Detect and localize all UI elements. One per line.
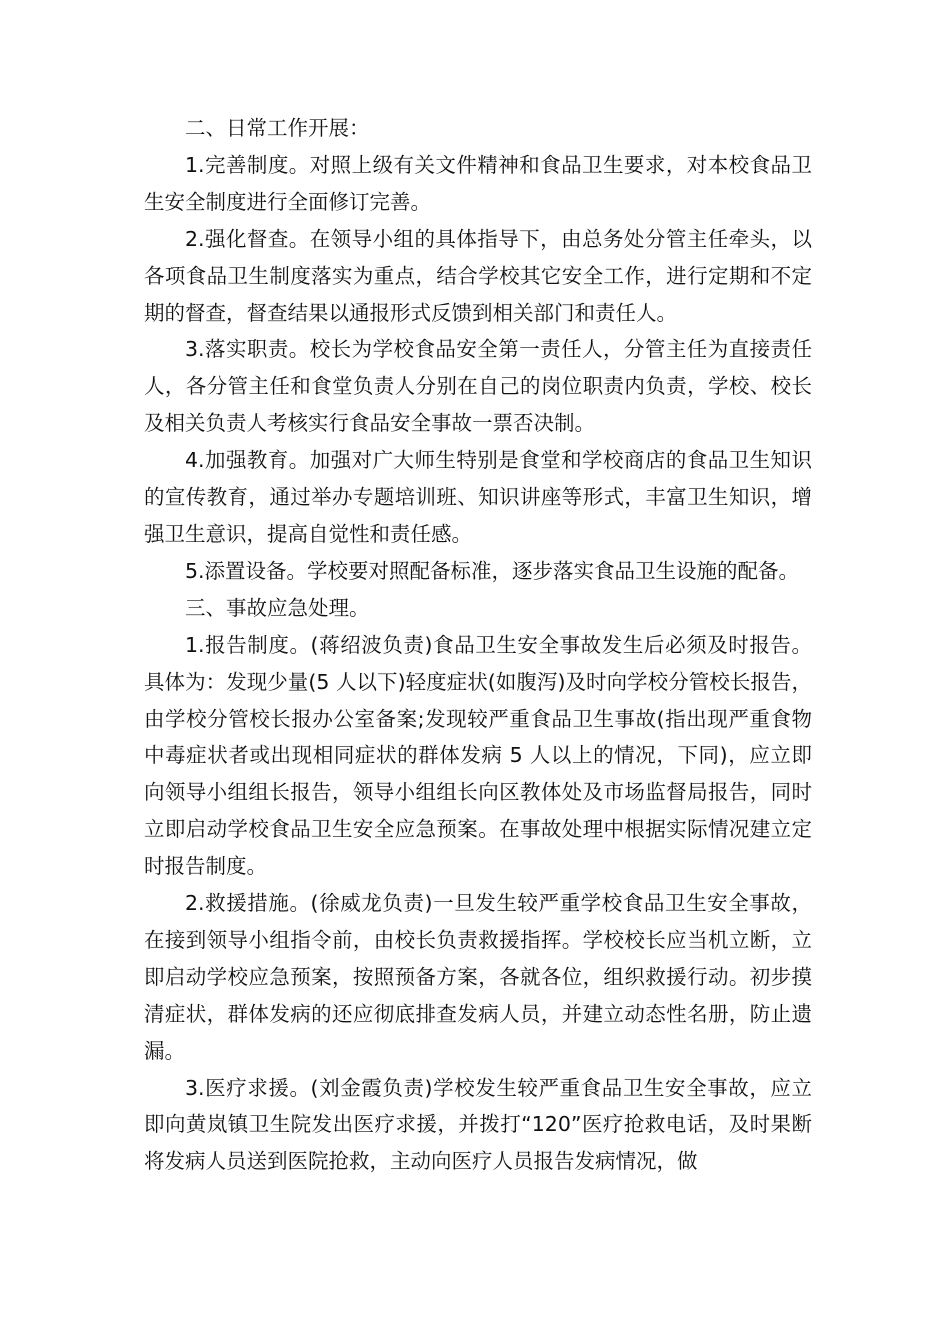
section-heading-daily-work: 二、日常工作开展： [185, 116, 370, 140]
section-heading-emergency: 三、事故应急处理。 [185, 595, 370, 620]
document-body [144, 110, 812, 1180]
paragraph-improve-system: 1.完善制度。对照上级有关文件精神和食品卫生要求，对本校食品卫生安全制度进行全面修订完善。 [144, 152, 812, 214]
paragraph-add-equipment: 5.添置设备。学校要对照配备标准，逐步落实食品卫生设施的配备。 [185, 558, 800, 583]
paragraph-strengthen-supervision: 2.强化督查。在领导小组的具体指导下，由总务处分管主任牵头，以各项食品卫生制度落实为重点，结合学校其它安全工作，进行定期和不定期的督查，督查结果以通报形式反馈到相关部门和责任人。 [144, 226, 812, 325]
paragraph-medical-assistance: 3.医疗求援。(刘金霞负责)学校发生较严重食品卫生安全事故，应立即向黄岚镇卫生院发出医疗求援，并拨打“120”医疗抢救电话，及时果断将发病人员送到医院抢救，主动向医疗人员报告发病情况，做 [144, 1075, 812, 1174]
paragraph-implement-duties: 3.落实职责。校长为学校食品安全第一责任人，分管主任为直接责任人，各分管主任和食堂负责人分别在自己的岗位职责内负责，学校、校长及相关负责人考核实行食品安全事故一票否决制。 [144, 337, 812, 436]
paragraph-rescue-measures: 2.救援措施。(徐威龙负责)一旦发生较严重学校食品卫生安全事故，在接到领导小组指令前，由校长负责救援指挥。学校校长应当机立断，立即启动学校应急预案，按照预备方案，各就各位，组织救援行动。初步摸清症状，群体发病的还应彻底排查发病人员，并建立动态性名册，防止遗漏。 [144, 891, 812, 1063]
paragraph-reporting-system: 1.报告制度。(蒋绍波负责)食品卫生安全事故发生后必须及时报告。具体为：发现少量(5 人以下)轻度症状(如腹泻)及时向学校分管校长报告，由学校分管校长报办公室备案;发现较严重食品卫生事故(指出现严重食物中毒症状者或出现相同症状的群体发病 5 人以上的情况，下同)，应立即向领导小组组长报告，领导小组组长向区教体处及市场监督局报告，同时立即启动学校食品卫生安全应急预案。在事故处理中根据实际情况建立定时报告制度。 [144, 632, 812, 879]
paragraph-strengthen-education: 4.加强教育。加强对广大师生特别是食堂和学校商店的食品卫生知识的宣传教育，通过举办专题培训班、知识讲座等形式，丰富卫生知识，增强卫生意识，提高自觉性和责任感。 [144, 448, 812, 546]
